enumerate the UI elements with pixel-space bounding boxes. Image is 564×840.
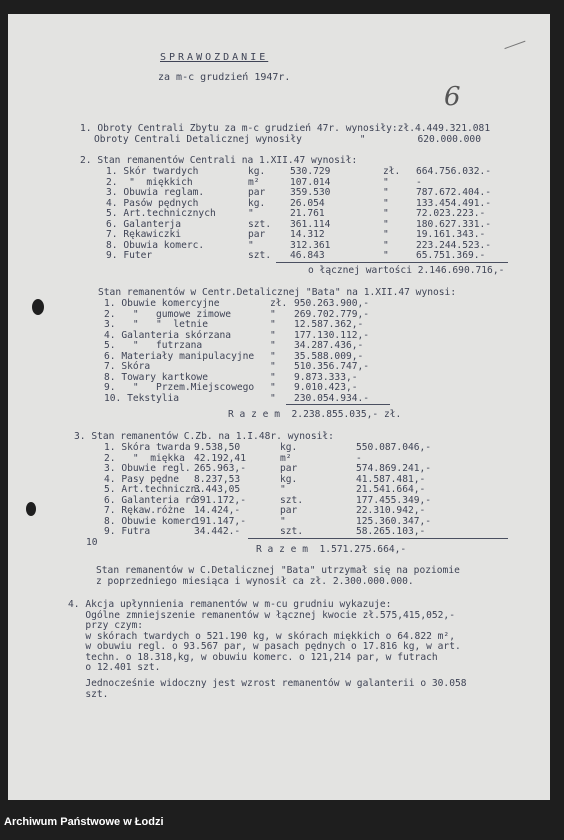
table-row [98,394,538,405]
item-value: 550.087.046,- [356,442,432,453]
item-currency: " [270,319,276,330]
punch-hole-bottom [26,502,36,516]
section4-line: 4. Akcja upłynnienia remanentów w m-cu grudniu wykazuje: [68,599,392,610]
item-value: 177.455.349,- [356,494,432,506]
item-value: 223.244.523.- [416,239,492,251]
item-value: 34.287.436,- [294,340,364,351]
item-name: 6. Galanteria ró [104,494,197,506]
table-row [98,209,538,220]
item-name: 7. Skóra [104,361,151,372]
item-name: 6. Materiały manipulacyjne [104,350,255,362]
text-line [68,663,538,674]
item-name: 1. Obuwie komercyjne [104,298,220,309]
section4-line: Ogólne zmniejszenie remanentów w łącznej kwocie zł.575,415,052,- [68,609,455,621]
item-currency: " [383,197,389,209]
section4-closing1: Jednocześnie widoczny jest wzrost remanentów w galanterii o 30.058 [68,678,467,689]
item-currency: " [270,329,276,341]
item-qty: 8.237,53 [194,473,241,485]
report-subtitle: za m-c grudzień 1947r. [158,72,291,83]
item-value: 21.541.664,- [356,484,426,495]
section4-line: o 12.401 szt. [68,662,161,673]
section3-total: R a z e m 1.571.275.664,- [256,544,407,555]
item-currency: zł. [270,298,288,309]
item-unit: kg. [248,166,266,177]
section2-total-rule [276,262,508,263]
table-row [98,443,538,454]
item-currency: " [383,250,389,261]
archive-caption: Archiwum Państwowe w Łodzi [4,816,164,828]
item-name: 10. Tekstylia [104,392,180,404]
item-value: 19.161.343.- [416,229,486,240]
item-unit: kg. [280,442,298,453]
section2-heading: 2. Stan remanentów Centrali na 1.XII.47 wynosił: [80,155,358,166]
item-currency: " [383,218,389,230]
item-qty: 361.114 [290,218,331,230]
item-name: 1. Skóra twarda [104,442,191,453]
item-name: 5. " futrzana [104,340,203,351]
section3-table [98,443,538,538]
report-document [8,14,550,800]
item-value: 950.263.900,- [294,298,370,309]
item-unit: par [248,187,266,198]
item-name: 8. Obuwie komerc [104,515,197,527]
section4-line: przy czym: [68,620,144,631]
text-line [68,621,538,632]
item-value: 133.454.491.- [416,197,492,209]
item-unit: m² [248,176,260,188]
item-qty: 530.729 [290,166,331,177]
table-row [98,341,538,352]
section3-row10: 10 [86,537,98,548]
item-qty: 14.424,- [194,505,241,516]
item-unit: par [280,505,298,516]
item-unit: " [280,515,286,527]
section4-text [68,600,538,674]
item-unit: szt. [248,250,272,261]
table-row [98,485,538,496]
item-name: 9. Futra [104,526,151,537]
item-unit: szt. [248,218,272,230]
item-value: 664.756.032.- [416,166,492,177]
item-value: 574.869.241,- [356,463,432,474]
section3-note2: z poprzedniego miesiąca i wynosił ca zł. 2.300.000.000. [96,576,414,587]
item-value: - [356,452,362,464]
table-row [98,517,538,528]
item-name: 3. Obuwia reglam. [106,187,205,198]
item-qty: 9.538,50 [194,442,241,453]
item-name: 1. Skór twardych [106,166,199,177]
detal-table [98,299,538,404]
item-value: 177.130.112,- [294,329,370,341]
table-row [98,506,538,517]
item-currency: zł. [383,166,401,177]
item-qty: 21.761 [290,208,325,219]
section1-line1: 1. Obroty Centrali Zbytu za m-c grudzień 47r. wynosiły:zł.4.449.321.081 [80,123,491,134]
table-row [98,299,538,310]
section4-line: w obuwiu regl. o 93.567 par, w pasach pędnych o 17.816 kg, w art. [68,641,461,652]
handwritten-page-number: 6 [444,82,461,112]
item-qty: 265.963,- [194,463,246,474]
punch-hole-top [32,299,44,315]
item-value: 787.672.404.- [416,187,492,198]
item-unit: " [248,239,254,251]
table-row [98,320,538,331]
item-unit: " [280,484,286,495]
table-row [98,230,538,241]
section4-line: w skórach twardych o 521.190 kg, w skórach miękkich o 64.822 m², [68,630,455,642]
item-name: 8. Towary kartkowe [104,371,208,383]
item-currency: " [270,392,276,404]
table-row [98,167,538,178]
item-name: 5. Art.technicznych [106,208,216,219]
item-qty: 42.192,41 [194,452,246,464]
item-unit: " [248,208,254,219]
item-unit: szt. [280,526,304,537]
item-currency: " [383,229,389,240]
item-qty: 312.361 [290,239,331,251]
item-qty: 107.014 [290,176,331,188]
table-row [98,188,538,199]
item-qty: 46.843 [290,250,325,261]
item-unit: kg. [280,473,298,485]
item-name: 9. " Przem.Miejscowego [104,382,255,393]
item-name: 5. Art.techniczn. [104,484,203,495]
item-value: 269.702.779,- [294,308,370,320]
item-qty: 359.530 [290,187,331,198]
item-name: 6. Galanterja [106,218,182,230]
item-currency: " [270,308,276,320]
item-name: 4. Pasy pędne [104,473,180,485]
item-currency: " [383,239,389,251]
section3-heading: 3. Stan remanentów C.Zb. na 1.I.48r. wynosił: [74,431,334,442]
detal-total: R a z e m 2.238.855.035,- zł. [228,409,402,420]
item-unit: par [248,229,266,240]
item-value: 230.054.934.- [294,392,370,404]
table-row [98,362,538,373]
item-value: 9.010.423,- [294,382,358,393]
detal-heading: Stan remanentów w Centr.Detalicznej "Bata" na 1.XII.47 wynosi: [98,287,457,298]
text-line [68,642,538,653]
section2-total: o łącznej wartości 2.146.690.716,- [308,265,505,276]
section3-total-rule [248,538,508,539]
item-name: 3. " " letnie [104,319,208,330]
item-name: 7. Rękaw.różne [104,505,185,516]
item-value: 9.873.333,- [294,371,358,383]
section2-table [98,167,538,262]
item-name: 9. Futer [106,250,153,261]
item-qty: 3.443,05 [194,484,241,495]
item-value: 510.356.747,- [294,361,370,372]
table-row [98,383,538,394]
item-unit: kg. [248,197,266,209]
item-currency: " [270,350,276,362]
section3-note1: Stan remanentów w C.Detalicznej "Bata" utrzymał się na poziomie [96,565,460,576]
item-currency: " [270,371,276,383]
item-qty: 34.442.- [194,526,241,537]
table-row [98,464,538,475]
item-currency: " [270,361,276,372]
section4-line: techn. o 18.318,kg, w obuwiu komerc. o 121,214 par, w futrach [68,651,438,663]
item-name: 4. Galanteria skórzana [104,329,232,341]
item-currency: " [383,208,389,219]
item-qty: 26.054 [290,197,325,209]
item-value: 58.265.103,- [356,526,426,537]
item-currency: " [270,382,276,393]
item-name: 2. " gumowe zimowe [104,308,232,320]
item-value: 180.627.331.- [416,218,492,230]
item-value: 125.360.347,- [356,515,432,527]
item-name: 7. Rękawiczki [106,229,182,240]
item-name: 8. Obuwia komerc. [106,239,205,251]
table-row [98,251,538,262]
item-qty: 14.312 [290,229,325,240]
pencil-mark [504,41,529,61]
item-value: 72.023.223.- [416,208,486,219]
item-value: 35.588.009,- [294,350,364,362]
item-unit: m² [280,452,292,464]
report-title: SPRAWOZDANIE [160,52,269,63]
document-page [8,14,550,800]
item-name: 3. Obuwie regl. [104,463,191,474]
item-currency: " [383,176,389,188]
item-value: 65.751.369.- [416,250,486,261]
detal-total-rule [286,404,390,405]
item-name: 4. Pasów pędnych [106,197,199,209]
item-currency: " [383,187,389,198]
item-qty: 191.147,- [194,515,246,527]
item-name: 2. " miękka [104,452,185,464]
item-value: 41.587.481,- [356,473,426,485]
item-value: - [416,176,422,188]
item-value: 12.587.362,- [294,319,364,330]
text-line [68,600,538,611]
section4-closing2: szt. [68,689,109,700]
table-row [98,527,538,538]
item-currency: " [270,340,276,351]
item-unit: szt. [280,494,304,506]
item-qty: 391.172,- [194,494,246,506]
item-name: 2. " miękkich [106,176,193,188]
item-unit: par [280,463,298,474]
section1-line2: Obroty Centrali Detalicznej wynosiły " 620.000.000 [94,134,481,145]
item-value: 22.310.942,- [356,505,426,516]
